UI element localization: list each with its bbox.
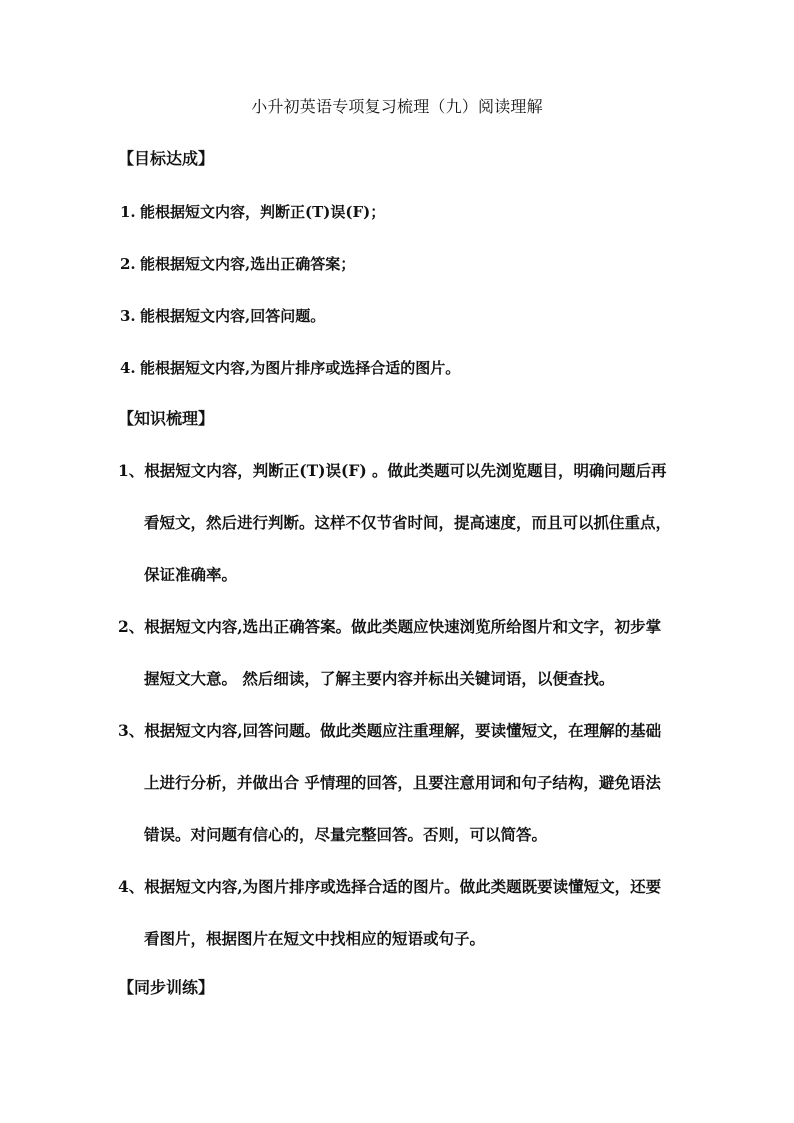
goal-text: 能根据短文内容,选出正确答案； <box>140 255 356 273</box>
section-heading-practice: 【同步训练】 <box>118 978 215 997</box>
goal-text: 能根据短文内容，判断正(T)误(F)； <box>140 203 386 221</box>
paragraph-line: 看短文，然后进行判断。这样不仅节省时间，提高速度，而且可以抓住重点， <box>144 513 672 532</box>
goal-number: 1. <box>120 203 136 221</box>
goal-text: 能根据短文内容,回答问题。 <box>140 307 326 325</box>
paragraph-line: 1、根据短文内容，判断正(T)误(F) 。做此类题可以先浏览题目，明确问题后再 <box>118 461 667 480</box>
goal-item-3 <box>120 305 325 327</box>
paragraph-line: 3、根据短文内容,回答问题。做此类题应注重理解，要读懂短文，在理解的基础 <box>118 721 662 740</box>
knowledge-item-4 <box>118 876 678 980</box>
paragraph-line: 2、根据短文内容,选出正确答案。做此类题应快速浏览所给图片和文字，初步掌 <box>118 617 662 636</box>
paragraph-line: 握短文大意。 然后细读，了解主要内容并标出关键词语，以便查找。 <box>144 669 615 688</box>
goal-item-1 <box>120 201 385 223</box>
goal-number: 2. <box>120 255 136 273</box>
section-heading-goals: 【目标达成】 <box>118 149 215 168</box>
page-title: 小升初英语专项复习梳理（九）阅读理解 <box>251 97 543 116</box>
paragraph-line: 保证准确率。 <box>144 565 238 584</box>
paragraph-line: 上进行分析，并做出合 乎情理的回答，且要注意用词和句子结构，避免语法 <box>144 773 661 792</box>
goal-number: 4. <box>120 359 136 377</box>
paragraph-line: 4、根据短文内容,为图片排序或选择合适的图片。做此类题既要读懂短文，还要 <box>118 877 662 896</box>
goal-item-2 <box>120 253 355 275</box>
section-heading-knowledge: 【知识梳理】 <box>118 409 215 428</box>
paragraph-line: 看图片，根据图片在短文中找相应的短语或句子。 <box>144 929 486 948</box>
knowledge-item-2 <box>118 616 678 720</box>
knowledge-item-3 <box>118 720 678 876</box>
goal-text: 能根据短文内容,为图片排序或选择合适的图片。 <box>140 359 461 377</box>
knowledge-item-1 <box>118 460 678 616</box>
goal-item-4 <box>120 357 460 379</box>
paragraph-line: 错误。对问题有信心的，尽量完整回答。否则，可以简答。 <box>144 825 548 844</box>
goal-number: 3. <box>120 307 136 325</box>
